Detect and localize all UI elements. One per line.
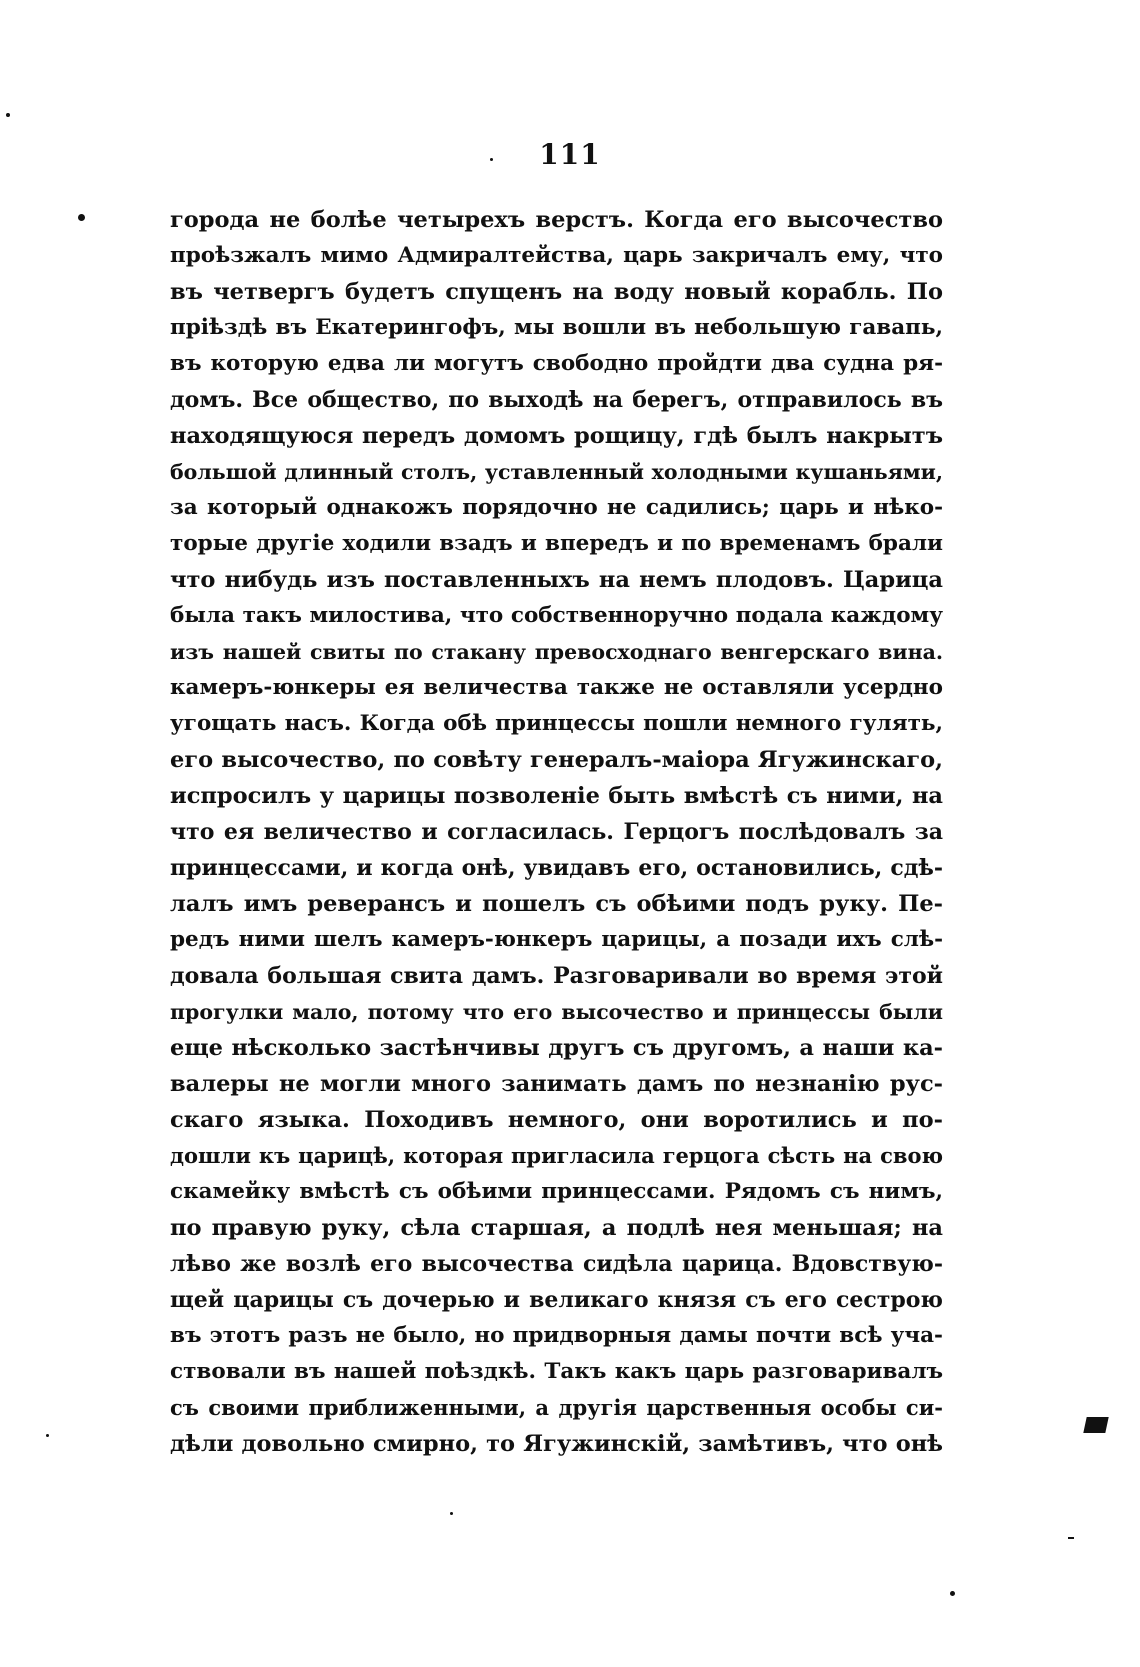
text-line: была такъ милостива, что собственноручно подала каждому — [170, 603, 943, 628]
text-line: ствовали въ нашей поѣздкѣ. Такъ какъ царь разговаривалъ — [170, 1359, 943, 1384]
text-line: испросилъ у царицы позволеніе быть вмѣстѣ съ ними, на — [170, 783, 943, 809]
scan-speck — [950, 1591, 955, 1596]
text-line: большой длинный столъ, уставленный холодными кушаньями, — [170, 460, 943, 484]
text-line: по правую руку, сѣла старшая, а подлѣ нея меньшая; на — [170, 1215, 943, 1241]
text-line: прогулки мало, потому что его высочество и принцессы были — [170, 1000, 943, 1024]
scan-speck — [450, 1512, 453, 1515]
text-line: города не болѣе четырехъ верстъ. Когда его высочество — [170, 207, 943, 233]
text-line: лѣво же возлѣ его высочества сидѣла царица. Вдовствую- — [170, 1251, 943, 1277]
text-line: его высочество, по совѣту генералъ-маіора Ягужинскаго, — [170, 747, 943, 773]
text-line: еще нѣсколько застѣнчивы другъ съ другомъ, а наши ка- — [170, 1035, 943, 1061]
text-line: скаго языка. Походивъ немного, они воротились и по- — [170, 1107, 943, 1133]
ink-blot — [1083, 1417, 1108, 1433]
text-line: редъ ними шелъ камеръ-юнкеръ царицы, а позади ихъ слѣ- — [170, 927, 943, 952]
text-line: пріѣздѣ въ Екатерингофъ, мы вошли въ небольшую гавапь, — [170, 315, 943, 340]
text-line: въ четвергъ будетъ спущенъ на воду новый корабль. По — [170, 279, 943, 305]
text-line: лалъ имъ реверансъ и пошелъ съ обѣими подъ руку. Пе- — [170, 891, 943, 917]
page-number: 111 — [539, 138, 601, 171]
text-line: довала большая свита дамъ. Разговаривали во время этой — [170, 963, 943, 989]
text-line: проѣзжалъ мимо Адмиралтейства, царь закричалъ ему, что — [170, 243, 943, 268]
scan-speck — [490, 158, 493, 161]
text-line: валеры не могли много занимать дамъ по незнанію рус- — [170, 1071, 943, 1097]
text-line: принцессами, и когда онѣ, увидавъ его, остановились, сдѣ- — [170, 855, 943, 881]
text-line: что ея величество и согласилась. Герцогъ послѣдовалъ за — [170, 819, 943, 845]
text-line: изъ нашей свиты по стакану превосходнаго венгерскаго вина. — [170, 640, 943, 664]
text-line: скамейку вмѣстѣ съ обѣими принцессами. Рядомъ съ нимъ, — [170, 1179, 943, 1204]
text-line: дѣли довольно смирно, то Ягужинскій, замѣтивъ, что онѣ — [170, 1431, 943, 1457]
text-line: съ своими приближенными, а другія царственныя особы си- — [170, 1395, 943, 1420]
text-line: въ которую едва ли могутъ свободно пройдти два судна ря- — [170, 351, 943, 376]
text-line: за который однакожъ порядочно не садились; царь и нѣко- — [170, 495, 943, 520]
text-line: дошли къ царицѣ, которая пригласила герцога сѣсть на свою — [170, 1143, 943, 1168]
text-line: находящуюся передъ домомъ рощицу, гдѣ былъ накрытъ — [170, 423, 943, 449]
text-line: угощать насъ. Когда обѣ принцессы пошли немного гулять, — [170, 711, 943, 736]
text-line: что нибудь изъ поставленныхъ на немъ плодовъ. Царица — [170, 567, 943, 593]
text-line: въ этотъ разъ не было, но придворныя дамы почти всѣ уча- — [170, 1323, 943, 1348]
text-line: щей царицы съ дочерью и великаго князя съ его сестрою — [170, 1287, 943, 1313]
body-text — [170, 202, 943, 1462]
scan-speck — [46, 1434, 49, 1437]
scan-speck — [6, 113, 10, 117]
text-line: камеръ-юнкеры ея величества также не оставляли усердно — [170, 675, 943, 700]
text-line: домъ. Все общество, по выходѣ на берегъ, отправилось въ — [170, 387, 943, 413]
scan-speck — [1068, 1537, 1074, 1539]
scan-speck — [78, 214, 85, 221]
text-line: торые другіе ходили взадъ и впередъ и по временамъ брали — [170, 531, 943, 556]
